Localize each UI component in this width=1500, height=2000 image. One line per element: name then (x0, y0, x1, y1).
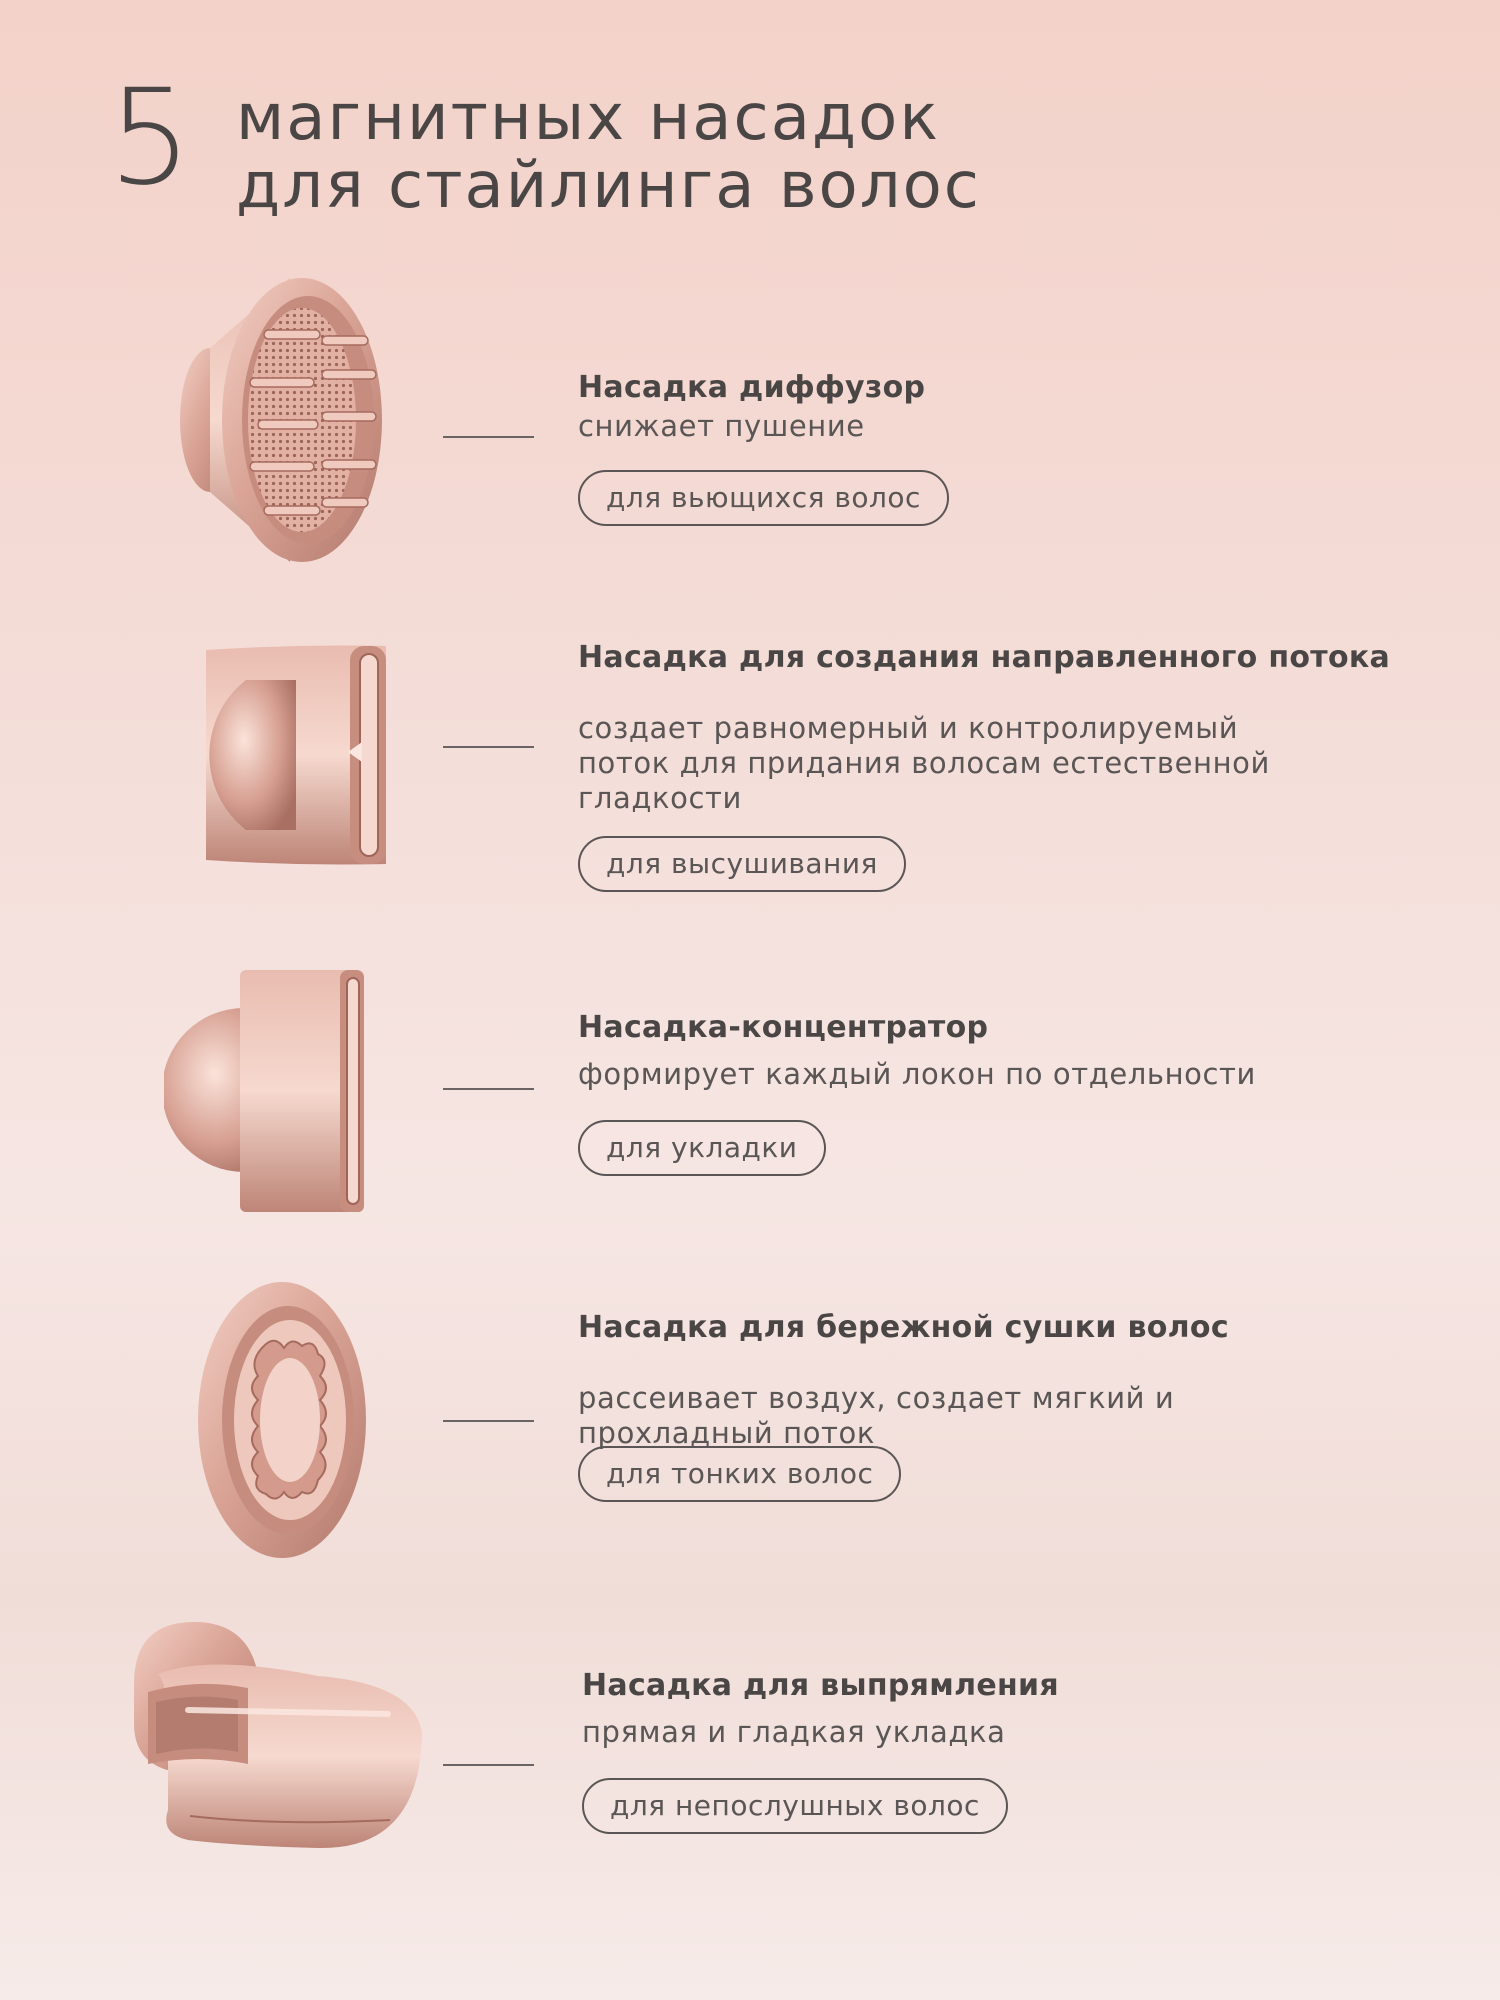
attachment-description: прямая и гладкая укладка (582, 1715, 1006, 1749)
attachment-description-line-1: создает равномерный и контролируемый (578, 711, 1239, 745)
attachment-description-line-2: поток для придания волосам естественной (578, 746, 1270, 780)
concentrator-attachment-icon (164, 968, 384, 1214)
straightening-attachment-icon (128, 1614, 428, 1854)
attachment-description-line-1: рассеивает воздух, создает мягкий и (578, 1381, 1175, 1415)
attachment-tag: для высушивания (578, 836, 906, 892)
page-title-line-2: для стайлинга волос (236, 149, 981, 223)
attachment-description-line-2: прохладный поток (578, 1416, 876, 1450)
gentle-dry-attachment-icon (192, 1280, 372, 1560)
attachment-name: Насадка диффузор (578, 370, 926, 405)
attachment-text (582, 1668, 1402, 1822)
attachment-description-line-3: гладкости (578, 781, 742, 815)
connector-line (443, 1420, 534, 1422)
attachment-name: Насадка-концентратор (578, 1010, 989, 1045)
attachment-name: Насадка для выпрямления (582, 1668, 1059, 1703)
attachment-tag: для непослушных волос (582, 1778, 1008, 1834)
attachment-description: снижает пушение (578, 409, 865, 443)
diffuser-attachment-icon (172, 270, 392, 570)
attachment-text (578, 1010, 1398, 1164)
page-title-line-1: магнитных насадок (236, 81, 940, 155)
attachment-name: Насадка для создания направленного потока (578, 640, 1391, 675)
connector-line (443, 436, 534, 438)
attachment-tag: для вьющихся волос (578, 470, 949, 526)
connector-line (443, 1764, 534, 1766)
attachments-count: 5 (108, 61, 190, 215)
attachment-text (578, 640, 1398, 880)
attachment-text (578, 370, 1398, 514)
attachment-tag: для укладки (578, 1120, 826, 1176)
attachment-tag: для тонких волос (578, 1446, 901, 1502)
attachment-description: формирует каждый локон по отдельности (578, 1057, 1256, 1091)
connector-line (443, 746, 534, 748)
attachment-name: Насадка для бережной сушки волос (578, 1310, 1229, 1345)
attachment-text (578, 1310, 1398, 1490)
connector-line (443, 1088, 534, 1090)
directed-flow-attachment-icon (146, 640, 396, 870)
